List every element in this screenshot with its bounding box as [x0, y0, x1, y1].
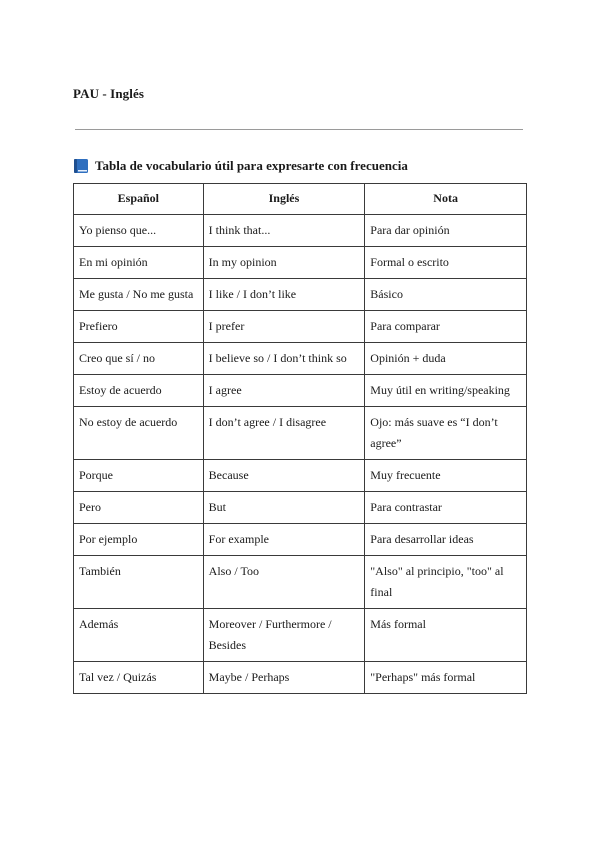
spanish-cell: Yo pienso que...: [74, 215, 204, 247]
english-cell: I don’t agree / I disagree: [203, 407, 365, 460]
note-cell: Muy útil en writing/speaking: [365, 375, 527, 407]
table-row: [74, 375, 527, 407]
table-row: [74, 662, 527, 694]
table-row: [74, 460, 527, 492]
column-header-ingles: Inglés: [203, 184, 365, 215]
note-cell: Básico: [365, 279, 527, 311]
note-cell: Opinión + duda: [365, 343, 527, 375]
horizontal-divider: [75, 129, 523, 130]
spanish-cell: Estoy de acuerdo: [74, 375, 204, 407]
english-cell: For example: [203, 524, 365, 556]
note-cell: Para desarrollar ideas: [365, 524, 527, 556]
spanish-cell: Porque: [74, 460, 204, 492]
english-cell: Because: [203, 460, 365, 492]
table-row: [74, 492, 527, 524]
note-cell: "Also" al principio, "too" al final: [365, 556, 527, 609]
table-row: [74, 247, 527, 279]
note-cell: Para comparar: [365, 311, 527, 343]
english-cell: I prefer: [203, 311, 365, 343]
column-header-espanol: Español: [74, 184, 204, 215]
table-header-row: [74, 184, 527, 215]
english-cell: I think that...: [203, 215, 365, 247]
english-cell: Also / Too: [203, 556, 365, 609]
spanish-cell: Además: [74, 609, 204, 662]
table-row: [74, 343, 527, 375]
table-row: [74, 556, 527, 609]
spanish-cell: También: [74, 556, 204, 609]
note-cell: Ojo: más suave es “I don’t agree”: [365, 407, 527, 460]
spanish-cell: No estoy de acuerdo: [74, 407, 204, 460]
spanish-cell: Pero: [74, 492, 204, 524]
english-cell: I like / I don’t like: [203, 279, 365, 311]
note-cell: Muy frecuente: [365, 460, 527, 492]
section-heading: [73, 158, 408, 174]
english-cell: But: [203, 492, 365, 524]
table-row: [74, 279, 527, 311]
spanish-cell: Creo que sí / no: [74, 343, 204, 375]
note-cell: Para contrastar: [365, 492, 527, 524]
column-header-nota: Nota: [365, 184, 527, 215]
note-cell: Más formal: [365, 609, 527, 662]
blue-book-icon: [73, 158, 89, 174]
spanish-cell: En mi opinión: [74, 247, 204, 279]
table-row: [74, 215, 527, 247]
note-cell: Formal o escrito: [365, 247, 527, 279]
spanish-cell: Me gusta / No me gusta: [74, 279, 204, 311]
spanish-cell: Tal vez / Quizás: [74, 662, 204, 694]
english-cell: I agree: [203, 375, 365, 407]
table-row: [74, 609, 527, 662]
table-row: [74, 407, 527, 460]
vocabulary-table: [73, 183, 527, 694]
note-cell: Para dar opinión: [365, 215, 527, 247]
english-cell: I believe so / I don’t think so: [203, 343, 365, 375]
note-cell: "Perhaps" más formal: [365, 662, 527, 694]
document-title: PAU - Inglés: [73, 86, 145, 101]
table-row: [74, 311, 527, 343]
spanish-cell: Prefiero: [74, 311, 204, 343]
spanish-cell: Por ejemplo: [74, 524, 204, 556]
table-row: [74, 524, 527, 556]
english-cell: Maybe / Perhaps: [203, 662, 365, 694]
english-cell: In my opinion: [203, 247, 365, 279]
section-heading-text: Tabla de vocabulario útil para expresarte con frecuencia: [95, 158, 408, 173]
english-cell: Moreover / Furthermore / Besides: [203, 609, 365, 662]
